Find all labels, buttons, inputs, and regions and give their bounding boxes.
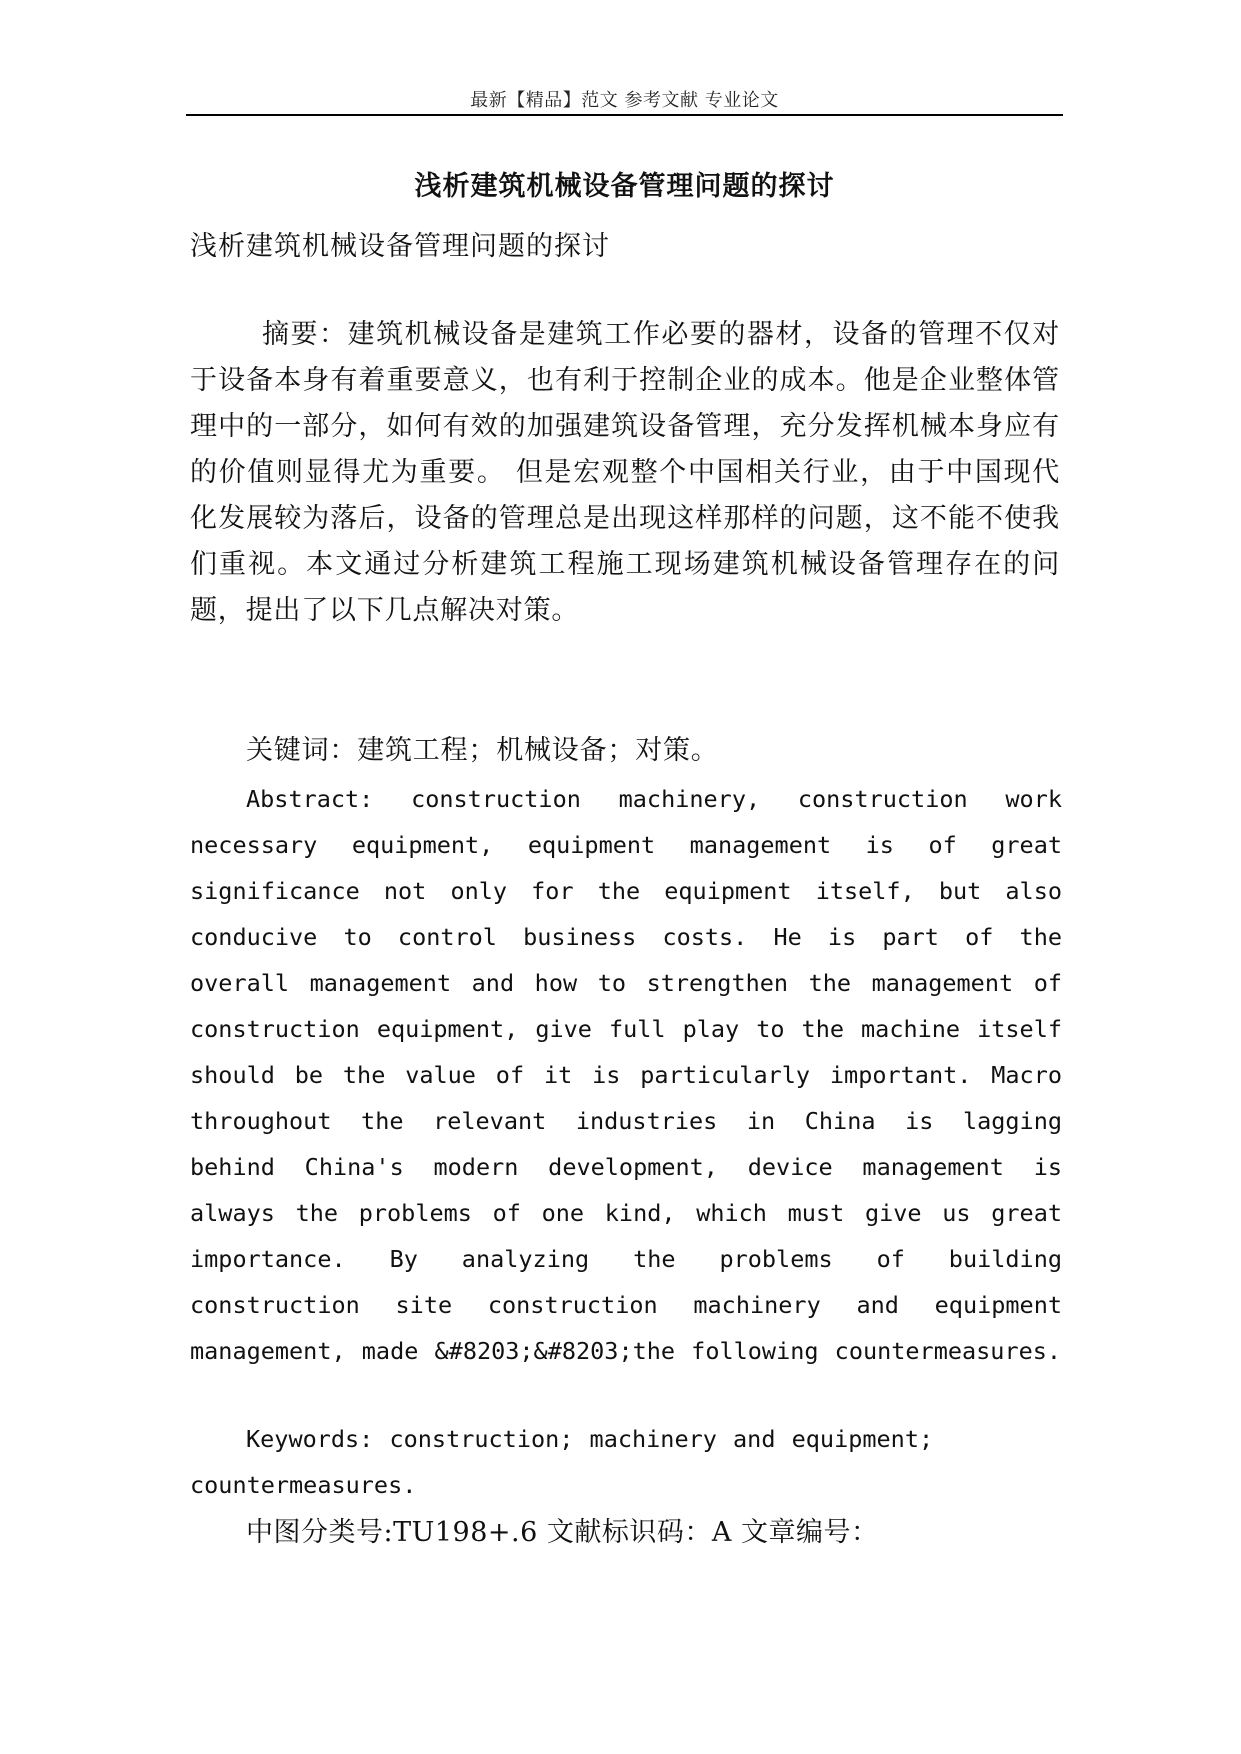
header-divider — [186, 114, 1063, 116]
document-title: 浅析建筑机械设备管理问题的探讨 — [414, 171, 835, 202]
classification-line: 中图分类号:TU198+.6 文献标识码：A 文章编号： — [246, 1517, 879, 1548]
english-abstract: Abstract: construction machinery, construction work necessary equipment, equipment management is of great significance not only for the equipment itself, but also conducive to control business costs. He is part of the overall management and how to strengthen the management of construction equipment, give full play to the machine itself should be the value of it is particularly important. Macro throughout the relevant industries in China is lagging behind China's modern development, device management is always the problems of one kind, which must give us great importance. By analyzing the problems of building construction site construction machinery and equipment management, made &#8203;&#8203;the following countermeasures. — [190, 785, 1062, 1365]
page-header: 最新【精品】范文 参考文献 专业论文 — [470, 90, 779, 111]
chinese-abstract: 摘要：建筑机械设备是建筑工作必要的器材，设备的管理不仅对于设备本身有着重要意义，也有利于控制企业的成本。他是企业整体管理中的一部分，如何有效的加强建筑设备管理，充分发挥机械本身应有的价值则显得尤为重要。 但是宏观整个中国相关行业，由于中国现代化发展较为落后，设备的管理总是出现这样那样的问题，这不能不使我们重视。本文通过分析建筑工程施工现场建筑机械设备管理存在的问题，提出了以下几点解决对策。 — [190, 319, 1060, 626]
chinese-keywords: 关键词：建筑工程；机械设备；对策。 — [246, 735, 719, 766]
english-keywords: Keywords: construction; machinery and equipment; countermeasures. — [190, 1425, 934, 1499]
document-subtitle: 浅析建筑机械设备管理问题的探讨 — [190, 231, 610, 262]
